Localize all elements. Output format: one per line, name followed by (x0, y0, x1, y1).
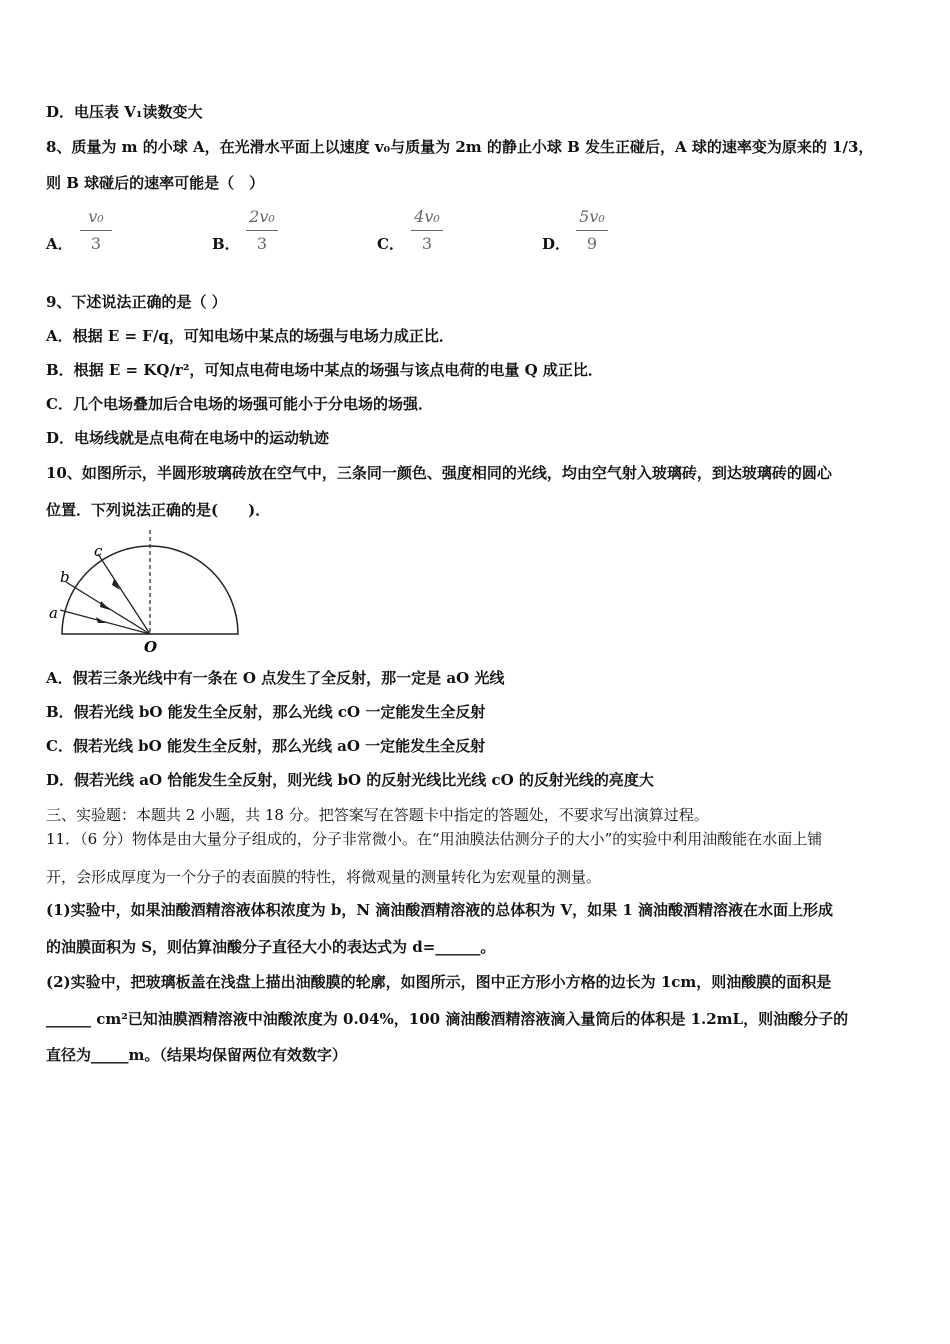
q10-option-d: D．假若光线 aO 恰能发生全反射，则光线 bO 的反射光线比光线 cO 的反射光线的亮度大 (46, 771, 654, 789)
q11-part2-line2: ______ cm²已知油膜酒精溶液中油酸浓度为 0.04%，100 滴油酸酒精溶液滴入量筒后的体积是 1.2mL，则油酸分子的 (46, 1010, 849, 1028)
q10-stem-line1: 10、如图所示，半圆形玻璃砖放在空气中，三条同一颜色、强度相同的光线，均由空气射入玻璃砖，到达玻璃砖的圆心 (46, 464, 832, 482)
fraction: 5v₀ 9 (572, 206, 612, 255)
q11-part2-line1: (2)实验中，把玻璃板盖在浅盘上描出油酸膜的轮廓，如图所示，图中正方形小方格的边长为 1cm，则油酸膜的面积是 (46, 973, 832, 991)
q10-option-c: C．假若光线 bO 能发生全反射，那么光线 aO 一定能发生全反射 (46, 737, 486, 755)
fraction: 4v₀ 3 (407, 206, 447, 255)
label-c: c (94, 542, 103, 560)
q10-stem-line2: 位置．下列说法正确的是( )． (46, 501, 271, 519)
section3-header: 三、实验题：本题共 2 小题，共 18 分。把答案写在答题卡中指定的答题处，不要求写出演算过程。 (46, 806, 709, 824)
q11-part2-line3: 直径为_____m。（结果均保留两位有效数字） (46, 1046, 347, 1064)
q9-option-a: A．根据 E = F/q，可知电场中某点的场强与电场力成正比． (46, 327, 454, 345)
q10-option-a: A．假若三条光线中有一条在 O 点发生了全反射，那一定是 aO 光线 (46, 669, 505, 687)
q10-option-b: B．假若光线 bO 能发生全反射，那么光线 cO 一定能发生全反射 (46, 703, 486, 721)
q11-stem-line1: 11．（6 分）物体是由大量分子组成的，分子非常微小。在“用油膜法估测分子的大小”的实验中利用油酸能在水面上铺 (46, 830, 823, 848)
q11-part1-line1: (1)实验中，如果油酸酒精溶液体积浓度为 b，N 滴油酸酒精溶液的总体积为 V，如果 1 滴油酸酒精溶液在水面上形成 (46, 901, 834, 919)
q9-option-c: C．几个电场叠加后合电场的场强可能小于分电场的场强． (46, 395, 433, 413)
q11-part1-line2: 的油膜面积为 S，则估算油酸分子直径大小的表达式为 d=______。 (46, 938, 496, 956)
fraction: 2v₀ 3 (242, 206, 282, 255)
q7-option-d: D．电压表 V₁读数变大 (46, 103, 203, 121)
label-o: O (144, 638, 158, 656)
q9-stem: 9、下述说法正确的是（ ） (46, 293, 227, 311)
q8-options: A． v₀ 3 B． 2v₀ 3 C． 4v₀ 3 D． 5v₀ 9 (46, 206, 746, 262)
label-a: a (49, 604, 58, 622)
q11-stem-line2: 开，会形成厚度为一个分子的表面膜的特性，将微观量的测量转化为宏观量的测量。 (46, 868, 602, 886)
arrow-b (100, 601, 110, 610)
label-b: b (60, 568, 70, 586)
q9-option-d: D．电场线就是点电荷在电场中的运动轨迹 (46, 429, 330, 447)
fraction: v₀ 3 (76, 206, 116, 255)
q8-stem-line1: 8、质量为 m 的小球 A，在光滑水平面上以速度 v₀与质量为 2m 的静止小球 B 发生正碰后，A 球的速率变为原来的 1/3， (46, 138, 874, 156)
q9-option-b: B．根据 E = KQ/r²，可知点电荷电场中某点的场强与该点电荷的电量 Q 成正比． (46, 361, 603, 379)
semicircle-glass-figure (40, 528, 245, 656)
q8-stem-line2: 则 B 球碰后的速率可能是（ ） (46, 174, 265, 192)
